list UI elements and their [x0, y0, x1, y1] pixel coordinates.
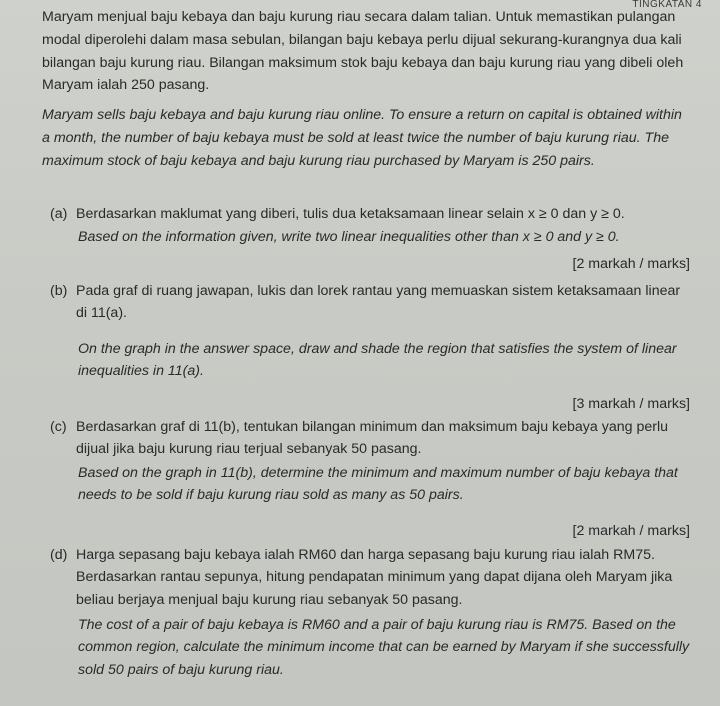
question-c-marks: [2 markah / marks]: [572, 523, 690, 539]
intro-english: Maryam sells baju kebaya and baju kurung riau online. To ensure a return on capital is obtained within a month, the number of baju kebaya must be sold at least twice the number of baju kurung riau. The maximum stock of baju kebaya and baju kurung riau purchased by Maryam is 250 pairs.: [42, 107, 682, 169]
question-d-english: The cost of a pair of baju kebaya is RM60 and a pair of baju kurung riau is RM75. Based on the common region, calculate the minimum income that can be earned by Maryam if she successfully sold 50 pairs of baju kurung riau.: [78, 617, 690, 678]
question-a-marks: [2 markah / marks]: [572, 256, 690, 272]
question-a-label: (a): [50, 206, 68, 222]
question-b-malay: Pada graf di ruang jawapan, lukis dan lorek rantau yang memuaskan sistem ketaksamaan linear di 11(a).: [76, 283, 681, 322]
question-c-malay: Berdasarkan graf di 11(b), tentukan bilangan minimum dan maksimum baju kebaya yang perlu dijual jika baju kurung riau terjual sebanyak 50 pasang.: [76, 419, 668, 458]
page-header-tag: TINGKATAN 4: [632, 0, 702, 10]
question-b-marks: [3 markah / marks]: [572, 396, 690, 412]
question-b-label: (b): [50, 283, 68, 299]
question-c: [50, 416, 690, 461]
question-d-label: (d): [50, 547, 68, 563]
question-d: [50, 544, 690, 611]
question-b: [50, 280, 690, 325]
question-a-english: Based on the information given, write two linear inequalities other than x ≥ 0 and y ≥ 0.: [78, 229, 620, 245]
intro-malay: Maryam menjual baju kebaya dan baju kurung riau secara dalam talian. Untuk memastikan pulangan modal diperolehi dalam masa sebulan, bilangan baju kebaya perlu dijual sekurang-kurangnya dua kali bilangan baju kurung riau. Bilangan maksimum stok baju kebaya dan baju kurung riau yang dibeli oleh Maryam ialah 250 pasang.: [42, 9, 684, 94]
question-b-english: On the graph in the answer space, draw and shade the region that satisfies the system of linear inequalities in 11(a).: [78, 341, 677, 380]
question-a: [50, 203, 690, 225]
question-c-label: (c): [50, 419, 67, 435]
question-d-malay: Harga sepasang baju kebaya ialah RM60 dan harga sepasang baju kurung riau ialah RM75. Berdasarkan rantau sepunya, hitung pendapatan minimum yang dapat dijana oleh Maryam jika beliau berjaya menjual baju kurung riau sebanyak 50 pasang.: [76, 547, 673, 608]
question-c-english: Based on the graph in 11(b), determine the minimum and maximum number of baju kebaya that needs to be sold if baju kurung riau sold as many as 50 pairs.: [78, 465, 678, 504]
question-a-malay: Berdasarkan maklumat yang diberi, tulis dua ketaksamaan linear selain x ≥ 0 dan y ≥ 0.: [76, 206, 625, 222]
